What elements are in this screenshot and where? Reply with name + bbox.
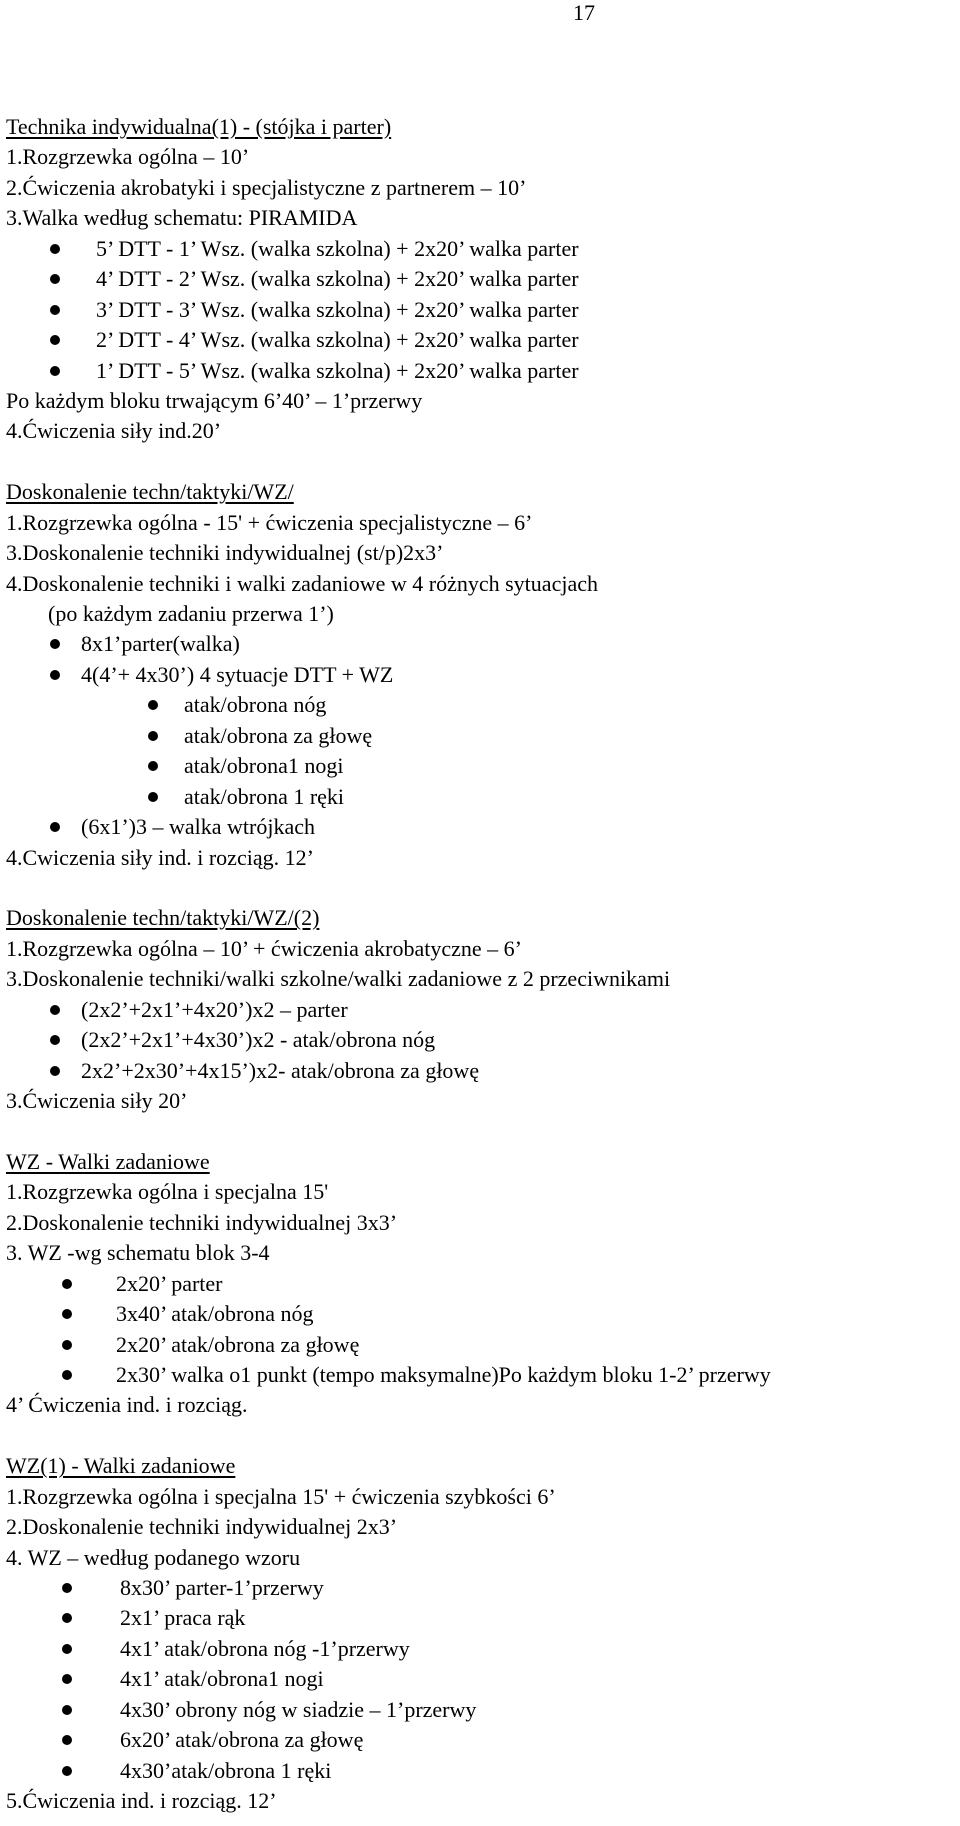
bullet-icon — [148, 761, 158, 771]
document-body — [6, 112, 956, 1817]
bullet-icon — [62, 1309, 72, 1319]
list-item: 2x2’+2x30’+4x15’)x2- atak/obrona za głowę — [6, 1056, 956, 1086]
bullet-icon — [50, 274, 60, 284]
bullet-icon — [62, 1674, 72, 1684]
bullet-icon — [50, 1035, 60, 1045]
section-title: Technika indywidualna(1) - (stójka i parter) — [6, 114, 392, 139]
bullet-icon — [62, 1735, 72, 1745]
list-item: 6x20’ atak/obrona za głowę — [6, 1725, 956, 1755]
text-line: 4’ Ćwiczenia ind. i rozciąg. — [6, 1392, 248, 1418]
page-number: 17 — [573, 0, 595, 25]
text-line: 4. WZ – według podanego wzoru — [6, 1544, 301, 1570]
list-item: 2x30’ walka o1 punkt (tempo maksymalne)Po każdym bloku 1-2’ przerwy — [6, 1360, 956, 1390]
list-item: 4x30’atak/obrona 1 ręki — [6, 1756, 956, 1786]
bullet-icon — [62, 1279, 72, 1289]
bullet-icon — [50, 1066, 60, 1076]
text-line: 2.Doskonalenie techniki indywidualnej 2x3’ — [6, 1514, 398, 1540]
text-line: Po każdym bloku trwającym 6’40’ – 1’przerwy — [6, 387, 423, 413]
bullet-icon — [50, 244, 60, 254]
list-item: 2x1’ praca rąk — [6, 1603, 956, 1633]
list-item: 5’ DTT - 1’ Wsz. (walka szkolna) + 2x20’ walka parter — [6, 234, 956, 264]
text-line: 4.Ćwiczenia siły ind.20’ — [6, 418, 222, 444]
list-item: 2x20’ parter — [6, 1269, 956, 1299]
list-item: 8x1’parter(walka) — [6, 629, 956, 659]
list-item: atak/obrona 1 ręki — [6, 782, 956, 812]
list-item: (2x2’+2x1’+4x30’)x2 - atak/obrona nóg — [6, 1025, 956, 1055]
list-item: 4x30’ obrony nóg w siadzie – 1’przerwy — [6, 1695, 956, 1725]
text-line: 3.Doskonalenie techniki indywidualnej (st/p)2x3’ — [6, 540, 444, 566]
list-item: 4’ DTT - 2’ Wsz. (walka szkolna) + 2x20’ walka parter — [6, 264, 956, 294]
text-line: 3.Ćwiczenia siły 20’ — [6, 1088, 188, 1113]
bullet-icon — [62, 1705, 72, 1715]
text-line: 2.Doskonalenie techniki indywidualnej 3x3’ — [6, 1209, 398, 1235]
bullet-icon — [50, 639, 60, 649]
text-line: 3.Walka według schematu: PIRAMIDA — [6, 205, 358, 231]
text-line: 1.Rozgrzewka ogólna i specjalna 15' + ćwiczenia szybkości 6’ — [6, 1483, 556, 1509]
text-line: 2.Ćwiczenia akrobatyki i specjalistyczne z partnerem – 10’ — [6, 174, 527, 200]
text-line: 3. WZ -wg schematu blok 3-4 — [6, 1240, 270, 1266]
list-item: 3x40’ atak/obrona nóg — [6, 1299, 956, 1329]
list-item: 4x1’ atak/obrona1 nogi — [6, 1664, 956, 1694]
list-item: (6x1’)3 – walka wtrójkach — [6, 812, 956, 842]
list-item: 4(4’+ 4x30’) 4 sytuacje DTT + WZ — [6, 660, 956, 690]
text-line: 1.Rozgrzewka ogólna i specjalna 15' — [6, 1179, 329, 1205]
list-item: 2’ DTT - 4’ Wsz. (walka szkolna) + 2x20’ walka parter — [6, 325, 956, 355]
bullet-icon — [50, 335, 60, 345]
bullet-icon — [50, 366, 60, 376]
bullet-icon — [62, 1613, 72, 1623]
text-line: (po każdym zadaniu przerwa 1’) — [48, 601, 334, 626]
bullet-icon — [62, 1766, 72, 1776]
list-item: atak/obrona za głowę — [6, 721, 956, 751]
bullet-icon — [50, 1005, 60, 1015]
section-title: Doskonalenie techn/taktyki/WZ/ — [6, 479, 294, 505]
text-line: 1.Rozgrzewka ogólna – 10’ + ćwiczenia akrobatyczne – 6’ — [6, 935, 522, 961]
bullet-icon — [148, 792, 158, 802]
list-item: atak/obrona nóg — [6, 690, 956, 720]
list-item: atak/obrona1 nogi — [6, 751, 956, 781]
list-item: 2x20’ atak/obrona za głowę — [6, 1330, 956, 1360]
section-title: WZ - Walki zadaniowe — [6, 1148, 210, 1174]
text-line: 5.Ćwiczenia ind. i rozciąg. 12’ — [6, 1788, 277, 1814]
section-title: Doskonalenie techn/taktyki/WZ/(2) — [6, 905, 320, 931]
list-item: 1’ DTT - 5’ Wsz. (walka szkolna) + 2x20’ walka parter — [6, 356, 956, 386]
text-line: 1.Rozgrzewka ogólna - 15' + ćwiczenia specjalistyczne – 6’ — [6, 509, 533, 535]
bullet-icon — [62, 1644, 72, 1654]
bullet-icon — [62, 1340, 72, 1350]
bullet-icon — [50, 670, 60, 680]
bullet-icon — [62, 1370, 72, 1380]
text-line: 4.Doskonalenie techniki i walki zadaniowe w 4 różnych sytuacjach — [6, 570, 598, 596]
bullet-icon — [50, 822, 60, 832]
text-line: 4.Cwiczenia siły ind. i rozciąg. 12’ — [6, 844, 314, 870]
list-item: 3’ DTT - 3’ Wsz. (walka szkolna) + 2x20’ walka parter — [6, 295, 956, 325]
bullet-icon — [148, 731, 158, 741]
bullet-icon — [148, 700, 158, 710]
text-line: 1.Rozgrzewka ogólna – 10’ — [6, 144, 250, 170]
list-item: (2x2’+2x1’+4x20’)x2 – parter — [6, 995, 956, 1025]
bullet-icon — [62, 1583, 72, 1593]
list-item: 8x30’ parter-1’przerwy — [6, 1573, 956, 1603]
section-title: WZ(1) - Walki zadaniowe — [6, 1453, 236, 1479]
bullet-icon — [50, 305, 60, 315]
list-item: 4x1’ atak/obrona nóg -1’przerwy — [6, 1634, 956, 1664]
text-line: 3.Doskonalenie techniki/walki szkolne/walki zadaniowe z 2 przeciwnikami — [6, 966, 671, 992]
